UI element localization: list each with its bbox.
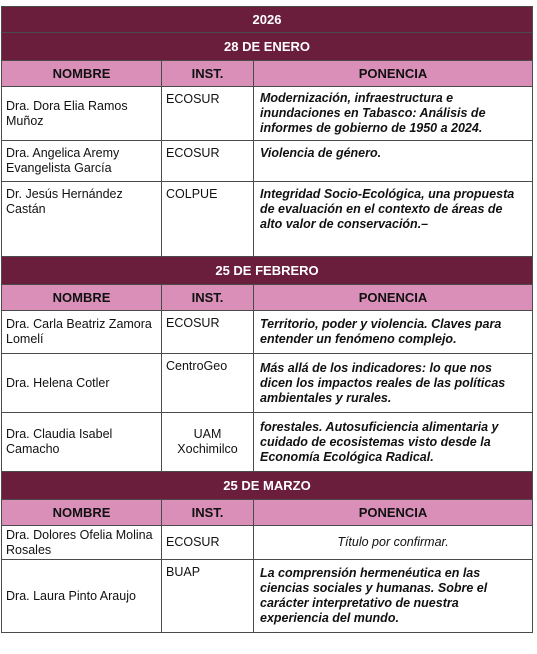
talk-title: Violencia de género. [254,141,533,182]
speaker-name: Dra. Dora Elia Ramos Muñoz [2,87,162,141]
table-row [2,560,533,633]
session-date-row [2,472,533,500]
session-date-row [2,257,533,285]
speaker-institution: CentroGeo [162,354,254,413]
header-inst: INST. [162,500,254,526]
column-header-row [2,500,533,526]
speaker-name: Dr. Jesús Hernández Castán [2,182,162,257]
speaker-name: Dra. Claudia Isabel Camacho [2,413,162,472]
session-date: 25 DE FEBRERO [2,257,533,285]
header-inst: INST. [162,61,254,87]
header-talk: PONENCIA [254,61,533,87]
table-row [2,526,533,560]
speaker-name: Dra. Carla Beatriz Zamora Lomelí [2,311,162,354]
year-title: 2026 [2,7,533,33]
column-header-row [2,285,533,311]
speaker-institution: UAM Xochimilco [162,413,254,472]
talk-title: Modernización, infraestructura e inundaciones en Tabasco: Análisis de informes de gobierno de 1950 a 2024. [254,87,533,141]
speaker-institution: COLPUE [162,182,254,257]
speaker-name: Dra. Helena Cotler [2,354,162,413]
table-row [2,311,533,354]
header-inst: INST. [162,285,254,311]
session-date: 25 DE MARZO [2,472,533,500]
talk-title: forestales. Autosuficiencia alimentaria y cuidado de ecosistemas visto desde la Economía Ecológica Radical. [254,413,533,472]
table-row [2,182,533,257]
speaker-name: Dra. Dolores Ofelia Molina Rosales [2,526,162,560]
table-row [2,141,533,182]
header-name: NOMBRE [2,500,162,526]
speaker-name: Dra. Laura Pinto Araujo [2,560,162,633]
talk-title: Título por confirmar. [254,526,533,560]
talk-title: Más allá de los indicadores: lo que nos dicen los impactos reales de las políticas ambientales y rurales. [254,354,533,413]
column-header-row [2,61,533,87]
session-date-row [2,33,533,61]
speaker-institution: ECOSUR [162,141,254,182]
talk-title: Integridad Socio-Ecológica, una propuesta de evaluación en el contexto de áreas de alto valor de conservación.– [254,182,533,257]
header-name: NOMBRE [2,285,162,311]
table-row [2,354,533,413]
year-row [2,7,533,33]
talk-title: Territorio, poder y violencia. Claves para entender un fenómeno complejo. [254,311,533,354]
talk-title: La comprensión hermenéutica en las ciencias sociales y humanas. Sobre el carácter interpretativo de nuestra experiencia del mundo. [254,560,533,633]
speaker-institution: ECOSUR [162,87,254,141]
table-row [2,87,533,141]
header-talk: PONENCIA [254,500,533,526]
header-talk: PONENCIA [254,285,533,311]
schedule-table [1,6,533,633]
header-name: NOMBRE [2,61,162,87]
speaker-institution: ECOSUR [162,526,254,560]
session-date: 28 DE ENERO [2,33,533,61]
speaker-name: Dra. Angelica Aremy Evangelista García [2,141,162,182]
speaker-institution: ECOSUR [162,311,254,354]
speaker-institution: BUAP [162,560,254,633]
table-row [2,413,533,472]
